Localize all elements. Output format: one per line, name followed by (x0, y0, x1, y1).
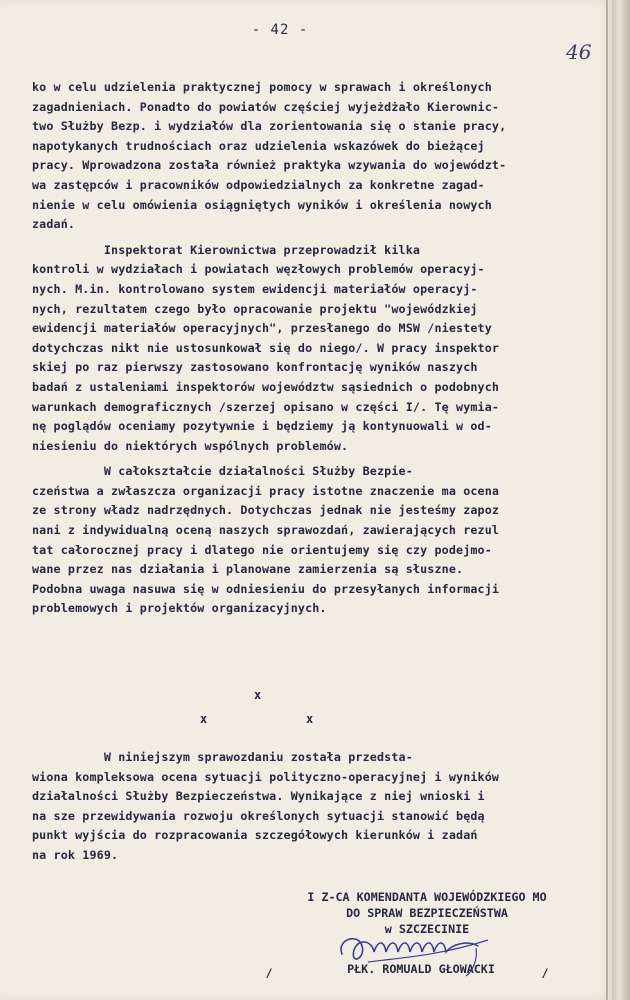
signature-title-line-1: I Z-CA KOMENDANTA WOJEWÓDZKIEGO MO (307, 890, 547, 904)
body-line: two Służby Bezp. i wydziałów dla zorientowania się o stanie pracy, (32, 119, 507, 134)
separator-mark-left: x (200, 712, 208, 726)
body-line: Podobna uwaga nasuwa się w odniesieniu do przesyłanych informacji (32, 581, 500, 596)
body-line: Inspektorat Kierownictwa przeprowadził kilka (32, 242, 421, 257)
body-line: zagadnieniach. Ponadto do powiatów częściej wyjeżdżało Kierownic- (32, 99, 500, 114)
body-line: tat całorocznej pracy i dlatego nie orientujemy się czy podejmo- (32, 542, 492, 557)
closing-paragraph (32, 748, 607, 866)
body-line: ewidencji materiałów operacyjnych", przesłanego do MSW /niestety (32, 321, 492, 336)
body-line: nę poglądów oceniamy pozytywnie i będziemy ją kontynuowali w od- (32, 419, 492, 434)
signature-name: PŁK. ROMUALD GŁOWACKI (347, 962, 495, 976)
body-line: ko w celu udzielenia praktycznej pomocy w sprawach i określonych (32, 80, 492, 94)
separator-mark-right: x (306, 712, 314, 726)
body-line: ze strony władz nadrzędnych. Dotychczas jednak nie jesteśmy zapoz (32, 503, 500, 518)
body-line: wa zastępców i pracowników odpowiedzialnych za konkretne zagad- (32, 177, 485, 192)
body-line: nych. M.in. kontrolowano system ewidencji materiałów operacyj- (32, 281, 478, 296)
binding-edge (612, 0, 630, 1000)
separator-mark-top: x (254, 688, 262, 702)
body-line: kontroli w wydziałach i powiatach węzłowych problemów operacyj- (32, 262, 485, 277)
body-line: nienie w celu omówienia osiągniętych wyników i określenia nowych (32, 197, 492, 212)
body-line: zadań. (32, 217, 76, 232)
body-line: skiej po raz pierwszy zastosowano konfrontację wyników naszych (32, 360, 478, 375)
body-line: nani z indywidualną oceną naszych sprawozdań, zawierających rezul (32, 523, 500, 538)
body-line: pracy. Wprowadzona została również praktyka wzywania do województ- (32, 158, 507, 173)
page-number: - 42 - (251, 22, 309, 38)
body-line: warunkach demograficznych /szerzej opisano w części I/. Tę wymia- (32, 399, 500, 414)
closing-line: na rok 1969. (32, 847, 119, 862)
closing-line: punkt wyjścia do rozpracowania szczegółowych kierunków i zadań (32, 828, 478, 843)
closing-line: na sze przewidywania rozwoju określonych sytuacji stanowić będą (32, 808, 485, 823)
body-line: badań z ustaleniami inspektorów województw sąsiednich o podobnych (32, 379, 500, 394)
closing-line: W niniejszym sprawozdaniu została przedsta- (32, 750, 413, 764)
closing-line: wiona kompleksowa ocena sytuacji polityczno-operacyjnej i wyników (32, 769, 500, 784)
folio-number: 46 (566, 40, 592, 64)
body-line: problemowych i projektów organizacyjnych. (32, 601, 327, 616)
signature-title-line-2: DO SPRAW BEZPIECZEŃSTWA (346, 906, 508, 920)
body-line: nych, rezultatem czego było opracowanie projektu "wojewódzkiej (32, 301, 478, 316)
signature-slash-right: / (541, 966, 549, 980)
body-line: czeństwa a zwłaszcza organizacji pracy istotne znaczenie ma ocena (32, 483, 500, 498)
closing-line: działalności Służby Bezpieczeństwa. Wynikające z niej wnioski i (32, 789, 485, 804)
body-line: W całokształcie działalności Służby Bezpie- (32, 464, 413, 479)
body-line: dotychczas nikt nie ustosunkował się do niego/. W pracy inspektor (32, 340, 500, 355)
body-text (32, 78, 607, 619)
signature-title-line-3: w SZCZECINIE (384, 922, 470, 936)
signature-slash-left: / (265, 966, 273, 980)
body-line: napotykanych trudnościach oraz udzielenia wskazówek do bieżącej (32, 138, 485, 153)
body-line: niesieniu do niektórych wspólnych problemów. (32, 438, 349, 453)
body-line: wane przez nas działania i planowane zamierzenia są słuszne. (32, 562, 464, 577)
